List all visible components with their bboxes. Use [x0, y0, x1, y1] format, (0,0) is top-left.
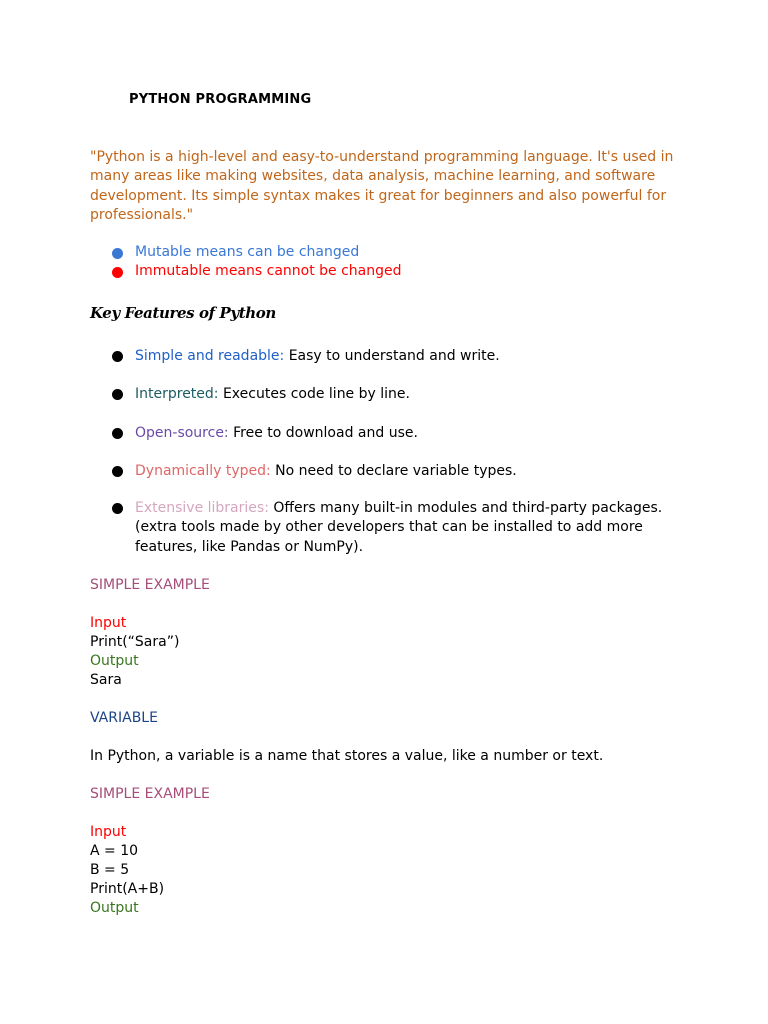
feature-item — [112, 347, 672, 366]
bullet-dot-icon — [112, 428, 123, 439]
bullet-text: Immutable means cannot be changed — [135, 263, 402, 279]
feature-desc: No need to declare variable types. — [270, 463, 517, 479]
example2-input-label: Input — [90, 824, 127, 840]
feature-item — [112, 385, 672, 404]
feature-term: Interpreted: — [135, 386, 219, 402]
bullet-text: Mutable means can be changed — [135, 244, 360, 260]
example1-output: Sara — [90, 672, 122, 688]
feature-item — [112, 499, 672, 557]
features-heading: Key Features of Python — [90, 304, 276, 322]
example2-output-label: Output — [90, 900, 139, 916]
bullet-mutable — [112, 243, 359, 262]
example1-input-label: Input — [90, 615, 127, 631]
feature-desc: Offers many built-in modules and third-party packages. (extra tools made by other developers that can be installed to add more features, like Pandas or NumPy). — [135, 500, 663, 555]
feature-item — [112, 424, 672, 443]
bullet-immutable — [112, 262, 402, 281]
example2-heading: SIMPLE EXAMPLE — [90, 786, 210, 802]
bullet-dot-icon — [112, 503, 123, 514]
example2-code-line: A = 10 — [90, 843, 139, 859]
feature-desc: Free to download and use. — [228, 425, 418, 441]
example1-code: Print(“Sara”) — [90, 634, 180, 650]
bullet-dot-icon — [112, 389, 123, 400]
example1-heading: SIMPLE EXAMPLE — [90, 577, 210, 593]
intro-paragraph: "Python is a high-level and easy-to-understand programming language. It's used in many areas like making websites, data analysis, machine learning, and software development. Its simple syntax makes it great for beginners and also powerful for professionals." — [90, 149, 674, 223]
example1-output-label: Output — [90, 653, 139, 669]
feature-term: Open-source: — [135, 425, 229, 441]
bullet-dot-icon — [112, 267, 123, 278]
bullet-dot-icon — [112, 351, 123, 362]
bullet-dot-icon — [112, 248, 123, 259]
variable-heading: VARIABLE — [90, 710, 158, 726]
page-title: PYTHON PROGRAMMING — [129, 92, 312, 107]
feature-term: Dynamically typed: — [135, 463, 271, 479]
bullet-dot-icon — [112, 466, 123, 477]
feature-desc: Executes code line by line. — [218, 386, 410, 402]
example2-code-line: B = 5 — [90, 862, 130, 878]
feature-term: Simple and readable: — [135, 348, 285, 364]
feature-term: Extensive libraries: — [135, 500, 269, 516]
feature-desc: Easy to understand and write. — [284, 348, 500, 364]
feature-item — [112, 462, 672, 481]
example2-code-line: Print(A+B) — [90, 881, 165, 897]
variable-description: In Python, a variable is a name that stores a value, like a number or text. — [90, 748, 604, 764]
